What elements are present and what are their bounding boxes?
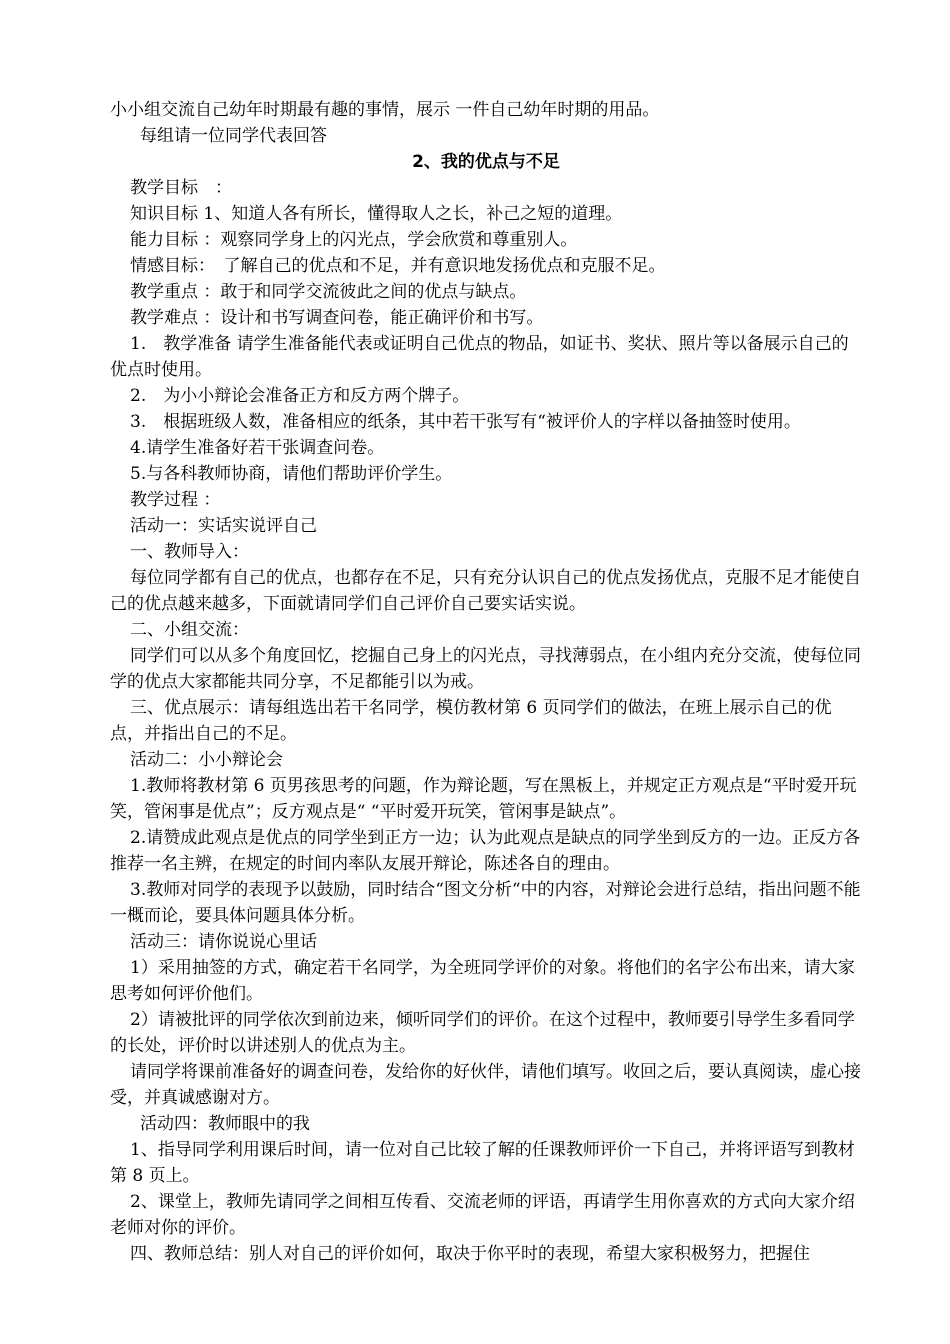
paragraph: 四、教师总结：别人对自己的评价如何，取决于你平时的表现，希望大家积极努力，把握住 [130, 1244, 810, 1264]
paragraph: 3.教师对同学的表现予以鼓励，同时结合“图文分析“中的内容，对辩论会进行总结，指出问题不能一概而论，要具体问题具体分析。 [110, 880, 861, 926]
paragraph: 活动二：小小辩论会 [130, 750, 283, 770]
paragraph: 2. 为小小辩论会准备正方和反方两个牌子。 [130, 386, 470, 406]
paragraph: 一、教师导入： [130, 542, 249, 562]
paragraph: 5.与各科教师协商，请他们帮助评价学生。 [130, 464, 453, 484]
paragraph: 三、优点展示：请每组选出若干名同学，模仿教材第 6 页同学们的做法，在班上展示自己的优点，并指出自己的不足。 [110, 698, 832, 744]
paragraph: 2、课堂上，教师先请同学之间相互传看、交流老师的评语，再请学生用你喜欢的方式向大家介绍老师对你的评价。 [110, 1192, 855, 1238]
paragraph: 每位同学都有自己的优点，也都存在不足，只有充分认识自己的优点发扬优点，克服不足才能使自己的优点越来越多，下面就请同学们自己评价自己要实话实说。 [110, 568, 861, 614]
paragraph: 活动三：请你说说心里话 [130, 932, 317, 952]
paragraph: 2）请被批评的同学依次到前边来，倾听同学们的评价。在这个过程中，教师要引导学生多看同学的长处，评价时以讲述别人的优点为主。 [110, 1010, 855, 1056]
paragraph: 二、小组交流： [130, 620, 249, 640]
paragraph: 同学们可以从多个角度回忆，挖掘自己身上的闪光点，寻找薄弱点，在小组内充分交流，使每位同学的优点大家都能共同分享，不足都能引以为戒。 [110, 646, 861, 692]
paragraph: 知识目标 1、知道人各有所长，懂得取人之长，补己之短的道理。 [130, 204, 623, 224]
paragraph: 小小组交流自己幼年时期最有趣的事情，展示 一件自己幼年时期的用品。 [110, 100, 660, 120]
section-title: 2、我的优点与不足 [412, 152, 560, 172]
paragraph: 教学重点 ：敢于和同学交流彼此之间的优点与缺点。 [130, 282, 527, 302]
paragraph: 1）采用抽签的方式，确定若干名同学，为全班同学评价的对象。将他们的名字公布出来，请大家思考如何评价他们。 [110, 958, 855, 1004]
paragraph: 情感目标： 了解自己的优点和不足，并有意识地发扬优点和克服不足。 [130, 256, 666, 276]
paragraph: 1.教师将教材第 6 页男孩思考的问题，作为辩论题，写在黑板上，并规定正方观点是“平时爱开玩笑，管闲事是优点”；反方观点是“ “平时爱开玩笑，管闲事是缺点”。 [110, 776, 857, 822]
paragraph: 1. 教学准备 请学生准备能代表或证明自己优点的物品，如证书、奖状、照片等以备展示自己的优点时使用。 [110, 334, 849, 380]
paragraph: 活动四：教师眼中的我 [140, 1114, 310, 1134]
paragraph: 教学难点 ：设计和书写调查问卷，能正确评价和书写。 [130, 308, 544, 328]
paragraph: 教学过程 ： [130, 490, 221, 510]
paragraph: 请同学将课前准备好的调查问卷，发给你的好伙伴，请他们填写。收回之后，要认真阅读，虚心接受，并真诚感谢对方。 [110, 1062, 861, 1108]
paragraph: 能力目标 ：观察同学身上的闪光点，学会欣赏和尊重别人。 [130, 230, 578, 250]
paragraph: 3. 根据班级人数，准备相应的纸条，其中若干张写有“被评价人的字样以备抽签时使用。 [130, 412, 801, 432]
paragraph: 1、指导同学利用课后时间，请一位对自己比较了解的任课教师评价一下自己，并将评语写到教材第 8 页上。 [110, 1140, 855, 1186]
paragraph: 2.请赞成此观点是优点的同学坐到正方一边；认为此观点是缺点的同学坐到反方的一边。正反方各推荐一名主辨，在规定的时间内率队友展开辩论，陈述各自的理由。 [110, 828, 861, 874]
paragraph: 每组请一位同学代表回答 [140, 126, 327, 146]
paragraph: 4.请学生准备好若干张调查问卷。 [130, 438, 385, 458]
paragraph: 教学目标 ： [130, 178, 232, 198]
document-body [110, 97, 862, 1267]
paragraph: 活动一：实话实说评自己 [130, 516, 317, 536]
